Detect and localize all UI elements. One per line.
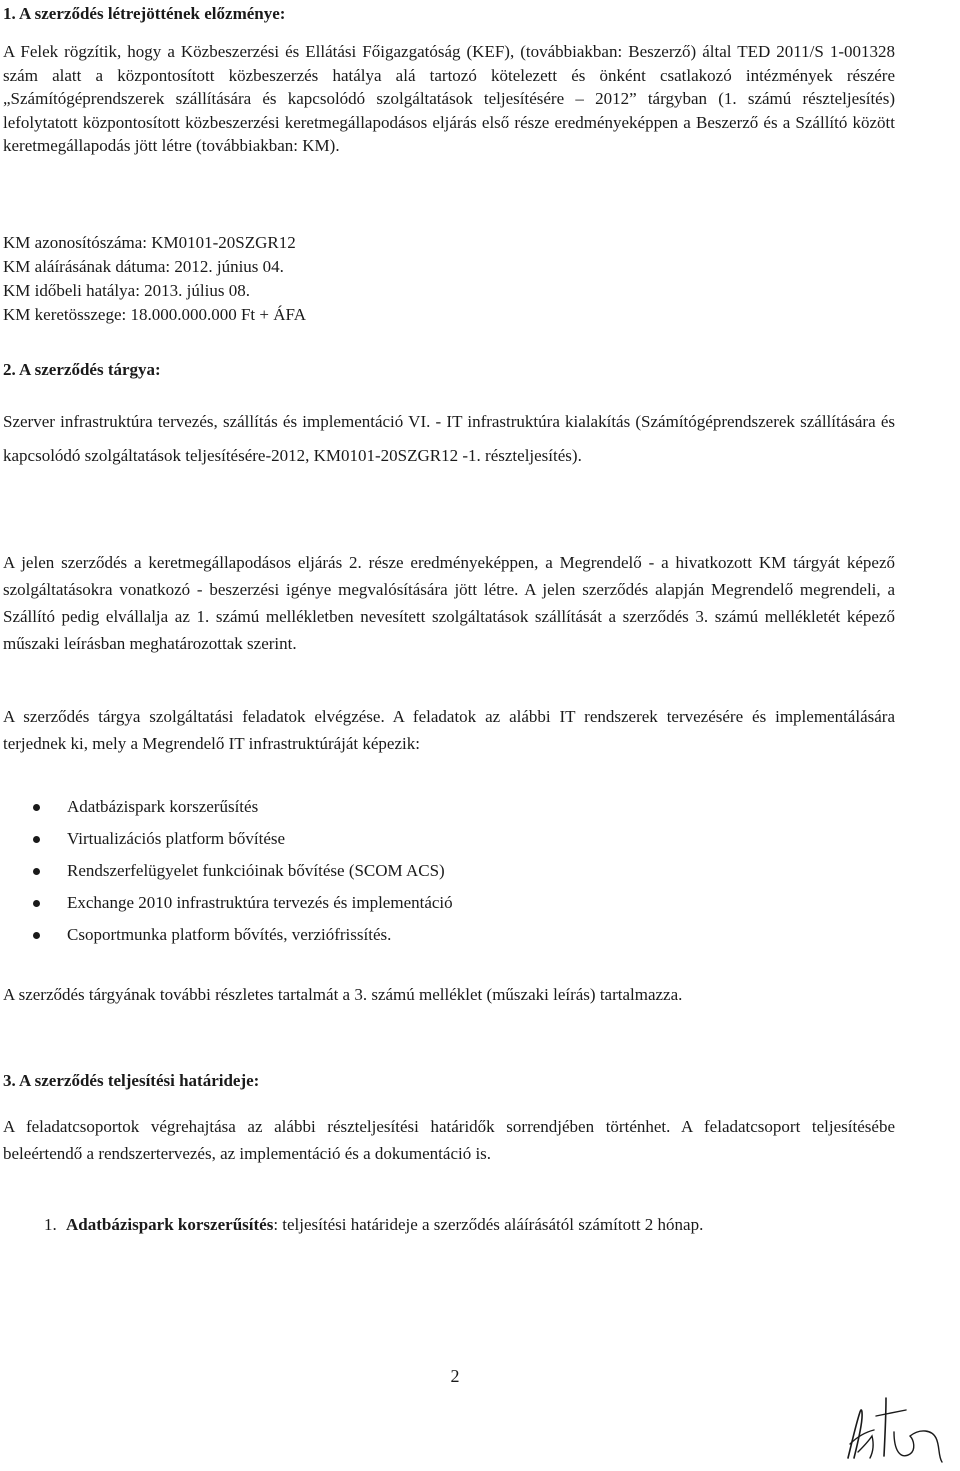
handwritten-signature-icon [840,1392,955,1464]
bullet-dot-icon [33,804,40,811]
deadline-item-1 [44,1205,898,1245]
bullet-dot-icon [33,868,40,875]
km-validity-line: KM időbeli hatálya: 2013. július 08. [3,281,250,300]
section-2-heading: 2. A szerződés tárgya: [3,360,161,379]
bullet-dot-icon [33,836,40,843]
section-2-paragraph-2: A szerződés tárgya szolgáltatási feladatok elvégzése. A feladatok az alábbi IT rendszerek tervezésére és implementálására terjednek ki, mely a Megrendelő IT infrastruktúráját képezik: [3,707,895,753]
list-item: Exchange 2010 infrastruktúra tervezés és implementáció [3,887,895,919]
section-2-paragraph-1: A jelen szerződés a keretmegállapodásos eljárás 2. része eredményeképpen, a Megrendelő - a hivatkozott KM tárgyát képező szolgáltatásokra vonatkozó - beszerzési igénye megvalósítására jött létre. A jelen szerződés alapján Megrendelő megrendeli, a Szállító pedig elvállalja az 1. számú mellékletben nevesített szolgáltatások szállítását a szerződés 3. számú mellékletét képező műszaki leírásban meghatározottak szerint. [3,553,895,653]
bullet-dot-icon [33,932,40,939]
km-signing-date-line: KM aláírásának dátuma: 2012. június 04. [3,257,284,276]
km-budget-line: KM keretösszege: 18.000.000.000 Ft + ÁFA [3,305,306,324]
section-3-heading: 3. A szerződés teljesítési határideje: [3,1071,260,1090]
deadline-item-text: : teljesítési határideje a szerződés aláírásától számított 2 hónap. [273,1215,704,1234]
list-item: Virtualizációs platform bővítése [3,823,895,855]
bullet-dot-icon [33,900,40,907]
section-1-intro-paragraph: A Felek rögzítik, hogy a Közbeszerzési és Ellátási Főigazgatóság (KEF), (továbbiakban: Beszerző) által TED 2011/S 1-001328 szám alatt a központosított közbeszerzés hatálya alá tartozó kötelezett és önként csatlakozó intézmények részére „Számítógéprendszerek szállítására és kapcsolódó szolgáltatások teljesítésére – 2012” tárgyban (1. számú részteljesítés) lefolytatott központosított közbeszerzési keretmegállapodásos eljárás első része eredményeképpen a Beszerző és a Szállító között keretmegállapodás jött létre (továbbiakban: KM). [3,42,895,155]
deadline-item-number: 1. [44,1215,57,1234]
list-item: Csoportmunka platform bővítés, verziófrissítés. [3,919,895,951]
page-number: 2 [450,1366,460,1386]
task-bullet-list [3,791,895,951]
section-2-subject-paragraph: Szerver infrastruktúra tervezés, szállítás és implementáció VI. - IT infrastruktúra kialakítás (Számítógéprendszerek szállítására és kapcsolódó szolgáltatások teljesítésére-2012, KM0101-20SZGR12 -1. részteljesítés). [3,412,895,465]
section-1-heading: 1. A szerződés létrejöttének előzménye: [3,4,286,23]
list-item: Adatbázispark korszerűsítés [3,791,895,823]
km-details [3,231,895,327]
section-3-paragraph-1: A feladatcsoportok végrehajtása az alábbi részteljesítési határidők sorrendjében történhet. A feladatcsoport teljesítésébe beleértendő a rendszertervezés, az implementáció és a dokumentáció is. [3,1117,895,1163]
km-id-line: KM azonosítószáma: KM0101-20SZGR12 [3,233,296,252]
section-2-paragraph-3: A szerződés tárgyának további részletes tartalmát a 3. számú melléklet (műszaki leírás) tartalmazza. [3,985,683,1004]
list-item: Rendszerfelügyelet funkcióinak bővítése (SCOM ACS) [3,855,895,887]
deadline-item-title: Adatbázispark korszerűsítés [66,1215,274,1234]
